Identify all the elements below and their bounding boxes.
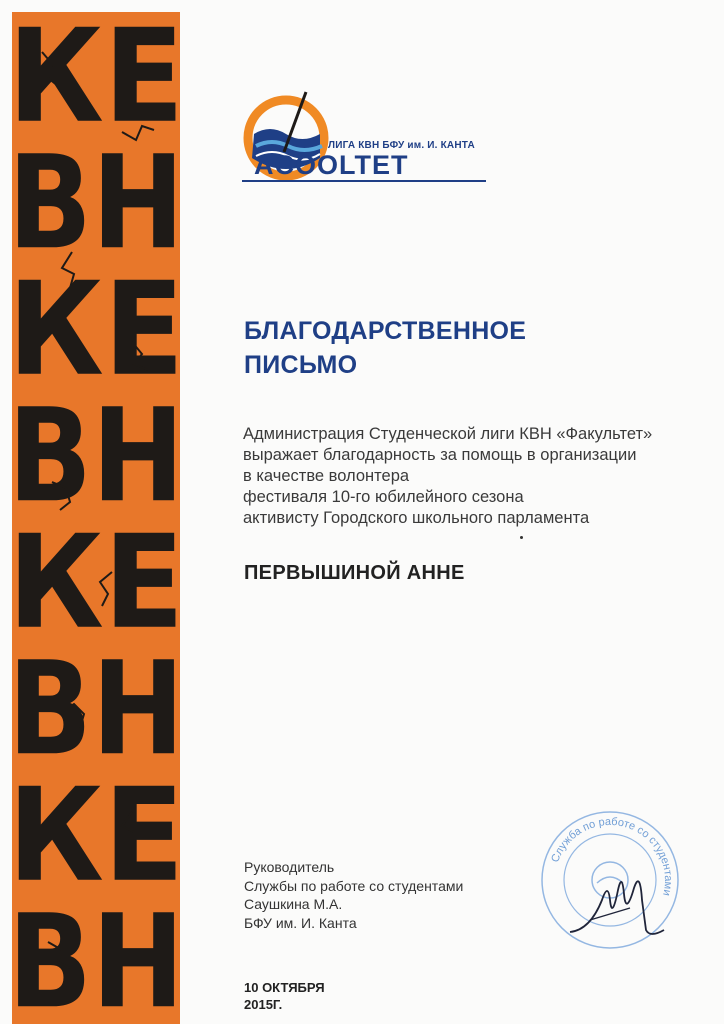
signatory-line: Саушкина М.А.: [244, 896, 343, 912]
body-line: активисту Городского школьного парламента: [243, 509, 590, 527]
band-letter: КЕ: [8, 507, 184, 658]
band-letter: КЕ: [8, 1, 184, 152]
handwritten-signature: [560, 860, 670, 950]
band-letter: ВН: [8, 634, 184, 785]
logo-underline: [242, 180, 486, 182]
letter-title: [244, 314, 644, 382]
side-band-graphic: [8, 1, 184, 1024]
title-line-2: ПИСЬМО: [244, 351, 358, 379]
title-line-1: БЛАГОДАРСТВЕННОЕ: [244, 317, 527, 345]
body-line: в качестве волонтера: [243, 467, 410, 485]
signatory-block: [244, 858, 463, 932]
signatory-line: Руководитель: [244, 859, 335, 875]
date-line-1: 10 ОКТЯБРЯ: [244, 980, 325, 995]
band-letter: ВН: [8, 128, 184, 279]
band-letter: ВН: [8, 381, 184, 532]
stamp-text: Служба по работе со студентами: [549, 815, 675, 897]
logo-wordmark: ACOOLTET: [254, 150, 409, 180]
letter-date: [244, 979, 325, 1013]
band-letter: ВН: [8, 887, 184, 1024]
recipient-name: ПЕРВЫШИНОЙ АННЕ: [244, 562, 465, 584]
side-band-decoration: [8, 1, 184, 1024]
letter-body: [243, 424, 703, 529]
ink-dot: [520, 536, 523, 539]
body-line: Администрация Студенческой лиги КВН «Факультет»: [243, 425, 653, 443]
date-line-2: 2015Г.: [244, 997, 283, 1012]
band-letter: КЕ: [8, 760, 184, 911]
logo-league-text: ЛИГА КВН БФУ им. И. КАНТА: [328, 140, 475, 151]
band-letter: КЕ: [8, 254, 184, 405]
body-line: фестиваля 10-го юбилейного сезона: [243, 488, 524, 506]
body-line: выражает благодарность за помощь в организации: [243, 446, 637, 464]
signatory-line: БФУ им. И. Канта: [244, 914, 357, 931]
signatory-line: Службы по работе со студентами: [244, 877, 464, 894]
